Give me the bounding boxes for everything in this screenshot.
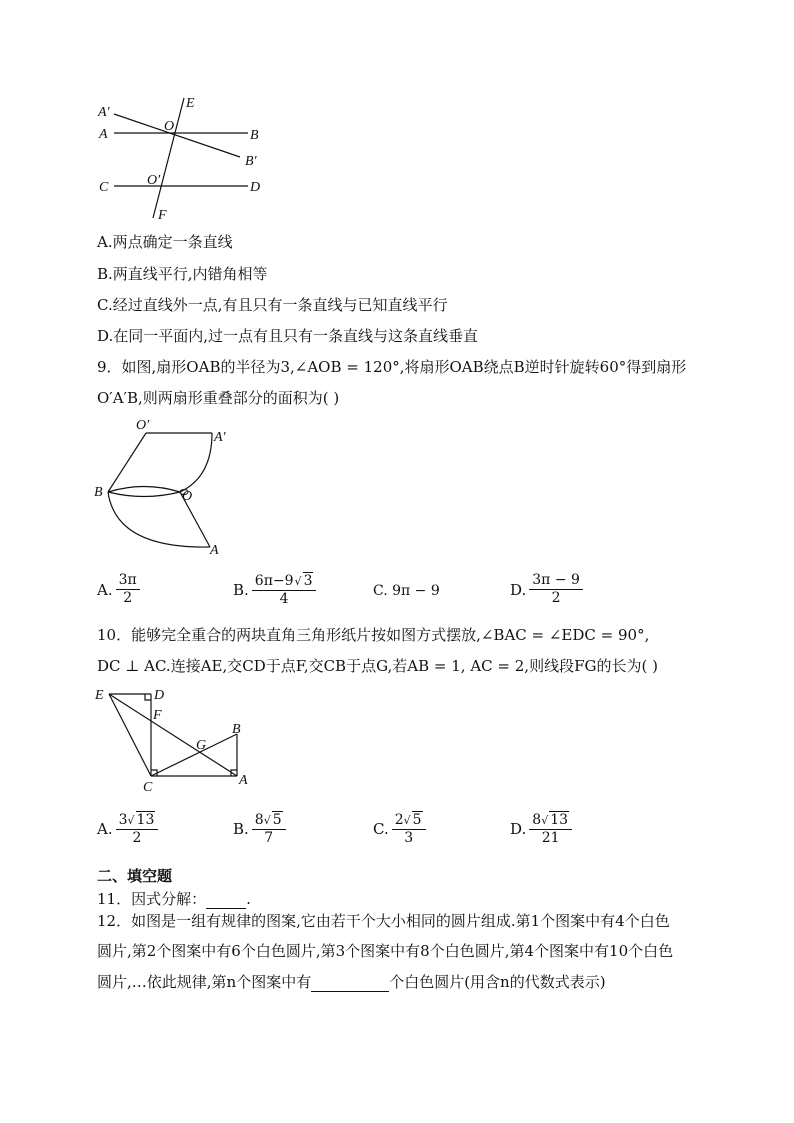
section-title: 二、填空题 <box>97 867 173 885</box>
label-g: G <box>196 738 207 753</box>
label-e: E <box>95 688 104 703</box>
q10-triangles-figure <box>92 684 262 794</box>
q10-option-b: B. $\frac{8√ 5}{7}$ <box>233 811 286 847</box>
q8-option-c: C.经过直线外一点,有且只有一条直线与已知直线平行 <box>97 296 448 314</box>
q9-option-d: D. $\frac{3\pi - 9}{2}$ <box>510 572 583 607</box>
label-f: F <box>153 708 162 723</box>
label-a: A <box>210 543 219 558</box>
line-a1b1 <box>114 114 240 157</box>
label-a: A <box>239 773 248 788</box>
line-ef <box>153 98 184 218</box>
q9-option-a: A. $\frac{3\pi}{2}$ <box>97 572 140 607</box>
label-o1: O′ <box>147 173 161 188</box>
q12-stem-line3: 圆片,…依此规律,第n个图案中有 个白色圆片(用含n的代数式表示) <box>97 973 606 991</box>
q8-option-a: A.两点确定一条直线 <box>97 233 233 251</box>
label-d: D <box>154 688 165 703</box>
q12-stem-line1: 12．如图是一组有规律的图案,它由若干个大小相同的圆片组成.第1个图案中有4个白色 <box>97 912 670 930</box>
label-o1: O′ <box>136 418 150 433</box>
q8-option-d: D.在同一平面内,过一点有且只有一条直线与这条直线垂直 <box>97 327 479 345</box>
label-o: O <box>182 489 193 504</box>
q10-stem-line1: 10．能够完全重合的两块直角三角形纸片按如图方式摆放,∠BAC = ∠EDC = 90°, <box>97 626 650 644</box>
label-b1: B′ <box>245 154 257 169</box>
q8-option-b: B.两直线平行,内错角相等 <box>97 265 268 283</box>
q12-answer-blank[interactable] <box>311 977 389 992</box>
q12-stem-line2: 圆片,第2个图案中有6个白色圆片,第3个图案中有8个白色圆片,第4个图案中有10个白色 <box>97 942 674 960</box>
label-b: B <box>232 722 241 737</box>
q9-stem-line1: 9．如图,扇形OAB的半径为3,∠AOB = 120°,将扇形OAB绕点B逆时针旋转60°得到扇形 <box>97 358 687 376</box>
label-a1: A′ <box>214 430 226 445</box>
q10-option-a: A. $\frac{3√ 13}{2}$ <box>97 811 158 847</box>
label-o: O <box>164 119 175 134</box>
label-a1: A′ <box>98 105 110 120</box>
label-c: C <box>143 780 153 794</box>
q11-stem: 11．因式分解： . <box>97 890 251 908</box>
q10-option-c: C. $\frac{2√ 5}{3}$ <box>373 811 426 847</box>
label-e: E <box>186 96 195 111</box>
q10-option-d: D. $\frac{8√ 13}{21}$ <box>510 811 572 847</box>
q9-sector-figure <box>90 415 240 565</box>
label-d: D <box>250 180 261 195</box>
label-f: F <box>158 208 167 223</box>
label-b: B <box>250 128 259 143</box>
q9-stem-line2: O′A′B,则两扇形重叠部分的面积为( ) <box>97 389 340 407</box>
label-c: C <box>99 180 109 195</box>
q8-parallel-lines-figure <box>92 92 282 227</box>
label-a: A <box>99 127 108 142</box>
q11-answer-blank[interactable] <box>206 894 246 909</box>
q9-option-c: C. 9π − 9 <box>373 583 440 599</box>
label-b: B <box>94 485 103 500</box>
q10-stem-line2: DC ⊥ AC.连接AE,交CD于点F,交CB于点G,若AB = 1, AC = 2,则线段FG的长为( ) <box>97 657 658 675</box>
q9-option-b: B. $\frac{6\pi-9√ 3}{4}$ <box>233 572 316 608</box>
